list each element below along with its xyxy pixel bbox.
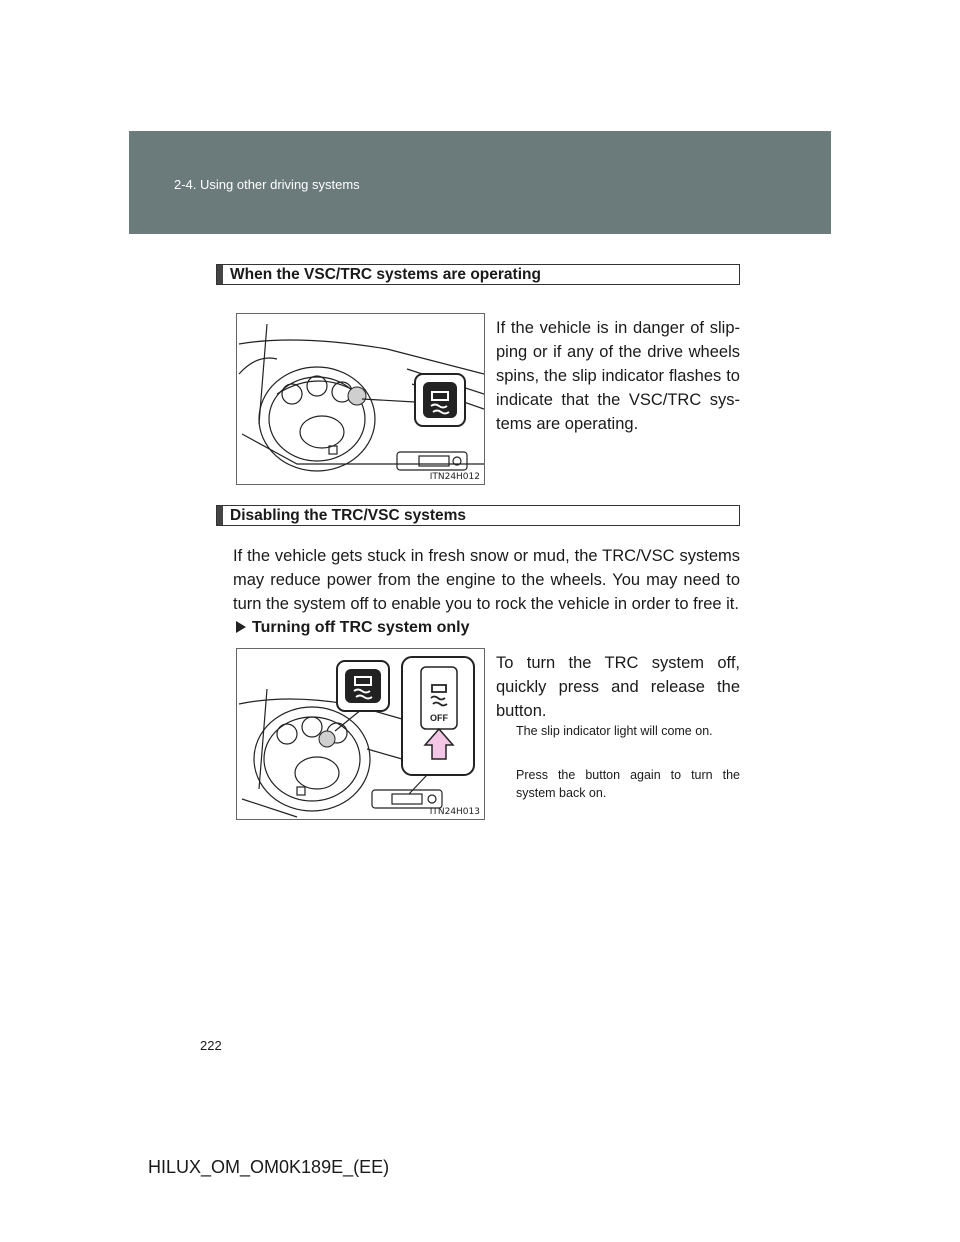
figure-trc-off-button (236, 648, 485, 820)
disabling-description: If the vehicle gets stuck in fresh snow or mud, the TRC/VSC systems may reduce power from the engine to the wheels. You may need to turn the system off to enable you to rock the vehicle in order to free it. (233, 547, 740, 613)
heading-bar (217, 506, 223, 525)
dashboard-illustration (237, 314, 484, 484)
heading-text: When the VSC/TRC systems are operating (230, 266, 541, 283)
note-turn-back-on: Press the button again to turn the system back on. (516, 768, 740, 800)
section-title: 2-4. Using other driving systems (174, 177, 360, 192)
figure-dashboard-indicator (236, 313, 485, 485)
trc-off-instruction: To turn the TRC system off, quickly press and release the button. (496, 654, 740, 720)
trc-button-illustration (237, 649, 484, 819)
figure-code: ITN24H012 (429, 472, 480, 482)
section-heading-disabling (216, 505, 740, 526)
off-label: OFF (430, 713, 448, 723)
page-number: 222 (200, 1038, 222, 1053)
heading-bar (217, 265, 223, 284)
note-indicator-on: The slip indicator light will come on. (516, 724, 713, 738)
header-band (129, 131, 831, 234)
heading-text: Disabling the TRC/VSC systems (230, 507, 467, 524)
footer-code: HILUX_OM_OM0K189E_(EE) (148, 1157, 390, 1177)
operating-description: If the vehicle is in danger of slip-ping or if any of the drive wheels spins, the slip indicator flashes to indicate that the VSC/TRC sys-tems are operating. (496, 319, 740, 433)
subsection-title-text: Turning off TRC system only (252, 619, 470, 636)
figure-code: ITN24H013 (429, 807, 480, 817)
section-heading-operating (216, 264, 740, 285)
subsection-title (236, 619, 469, 637)
bullet-triangle-icon (236, 621, 246, 633)
